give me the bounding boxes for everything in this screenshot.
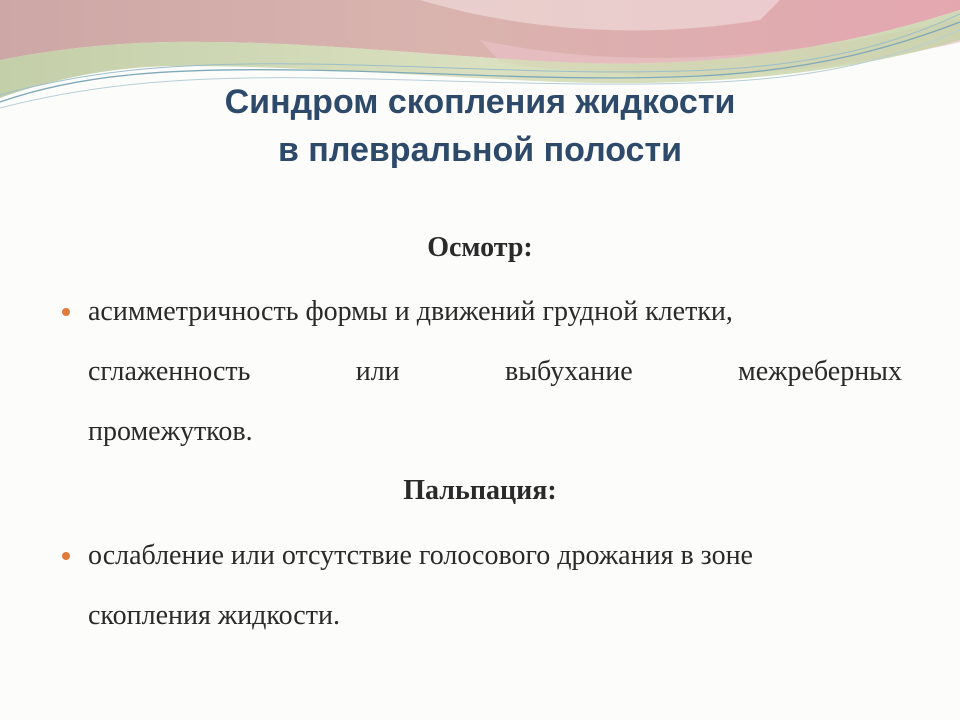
bullet-line: скопления жидкости. <box>88 600 340 631</box>
slide-title-line-2: в плевральной полости <box>277 131 683 169</box>
section-heading-inspection: Осмотр: <box>427 232 533 263</box>
bullet-line: сглаженность или выбухание межреберных <box>88 356 902 387</box>
bullet-icon <box>62 552 70 560</box>
slide-title-line-1: Синдром скопления жидкости <box>224 83 736 121</box>
bullet-icon <box>62 308 70 316</box>
bullet-line: ослабление или отсутствие голосового дрожания в зоне <box>88 540 753 571</box>
bullet-item-inspection <box>62 282 907 462</box>
bullet-line: асимметричность формы и движений грудной клетки, <box>88 296 733 327</box>
slide-title <box>120 78 840 174</box>
bullet-text <box>88 526 902 646</box>
bullet-text <box>88 282 902 462</box>
bullet-item-palpation <box>62 526 907 646</box>
section-heading-palpation: Пальпация: <box>403 475 557 506</box>
bullet-line: промежутков. <box>88 416 253 447</box>
